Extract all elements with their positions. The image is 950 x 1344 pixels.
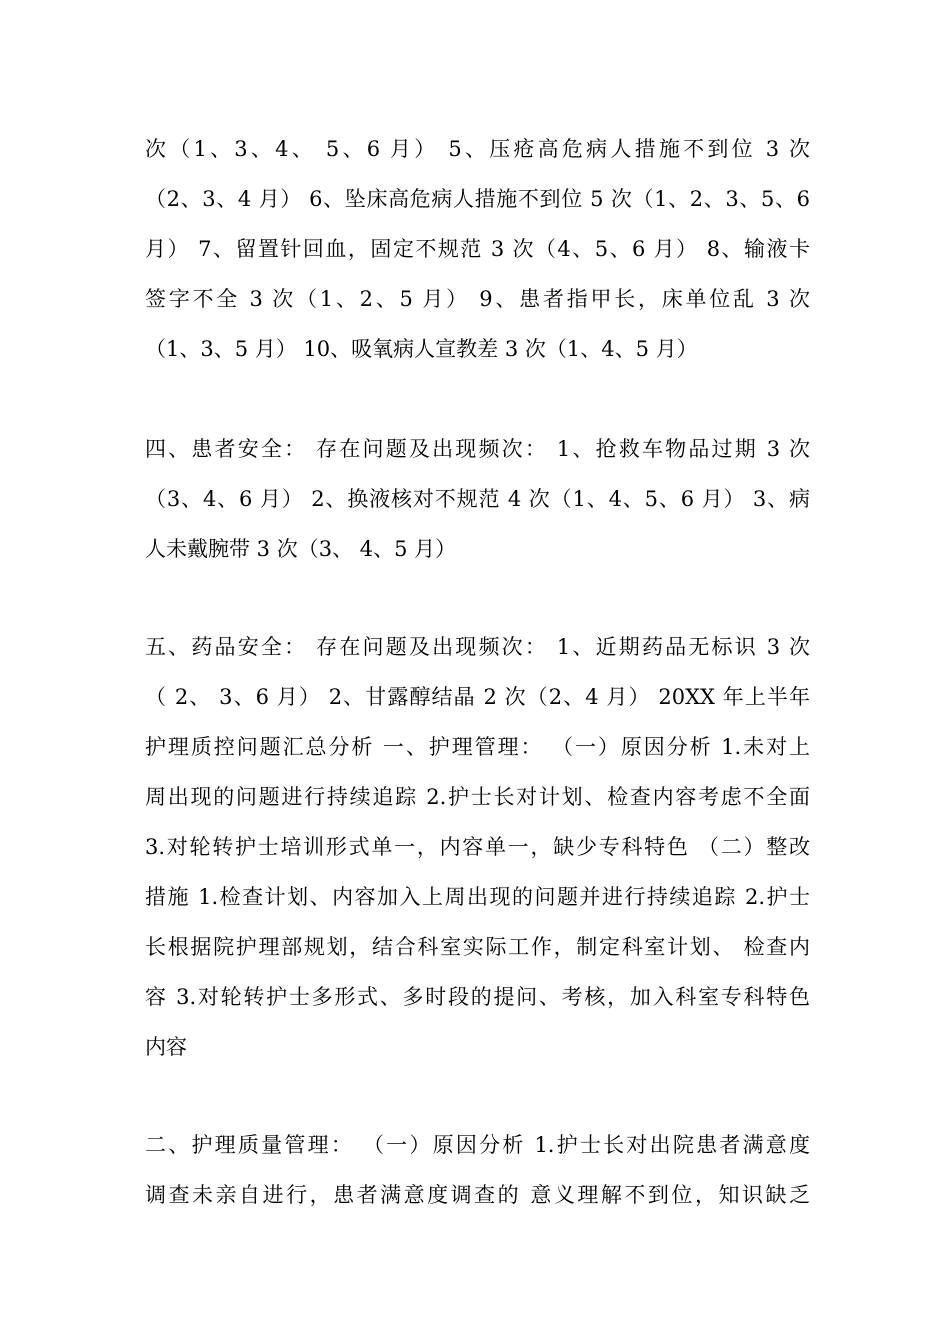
text-line: （ 2、 3、6 月） 2、甘露醇结晶 2 次（2、4 月） 20XX 年上半年 bbox=[145, 685, 810, 709]
text-line: 容 3.对轮转护士多形式、多时段的提问、考核，加入科室专科特色 bbox=[145, 985, 810, 1009]
text-line: 五、药品安全： 存在问题及出现频次： 1、近期药品无标识 3 次 bbox=[145, 635, 810, 659]
text-line: 3.对轮转护士培训形式单一，内容单一，缺少专科特色 （二）整改 bbox=[145, 835, 810, 859]
paragraph-nursing-issues-continued bbox=[145, 124, 810, 374]
text-line: 周出现的问题进行持续追踪 2.护士长对计划、检查内容考虑不全面 bbox=[145, 785, 810, 809]
text-line: 次（1、3、4、 5、6 月） 5、压疮高危病人措施不到位 3 次 bbox=[145, 137, 810, 161]
text-line: 长根据院护理部规划，结合科室实际工作，制定科室计划、 检查内 bbox=[145, 935, 810, 959]
text-line: 措施 1.检查计划、内容加入上周出现的问题并进行持续追踪 2.护士 bbox=[145, 885, 810, 909]
text-line: 人未戴腕带 3 次（3、 4、5 月） bbox=[145, 537, 457, 561]
text-line: 四、患者安全： 存在问题及出现频次： 1、抢救车物品过期 3 次 bbox=[145, 437, 810, 461]
text-line: 月） 7、留置针回血，固定不规范 3 次（4、5、6 月） 8、输液卡 bbox=[145, 237, 810, 261]
paragraph-drug-safety bbox=[145, 622, 810, 1072]
text-line: 二、护理质量管理： （一）原因分析 1.护士长对出院患者满意度 bbox=[145, 1133, 810, 1157]
text-line: （3、4、6 月） 2、换液核对不规范 4 次（1、4、5、6 月） 3、病 bbox=[145, 487, 810, 511]
paragraph-patient-safety bbox=[145, 424, 810, 574]
text-line: （1、3、5 月） 10、吸氧病人宣教差 3 次（1、4、5 月） bbox=[145, 337, 698, 361]
text-line: 签字不全 3 次（1、2、5 月） 9、患者指甲长，床单位乱 3 次 bbox=[145, 287, 810, 311]
text-line: 内容 bbox=[145, 1035, 187, 1059]
text-line: 调查未亲自进行，患者满意度调查的 意义理解不到位，知识缺乏 bbox=[145, 1183, 810, 1207]
text-line: 护理质控问题汇总分析 一、护理管理： （一）原因分析 1.未对上 bbox=[145, 735, 810, 759]
paragraph-nursing-quality-management bbox=[145, 1120, 810, 1220]
text-line: （2、3、4 月） 6、坠床高危病人措施不到位 5 次（1、2、3、5、6 bbox=[145, 187, 810, 211]
